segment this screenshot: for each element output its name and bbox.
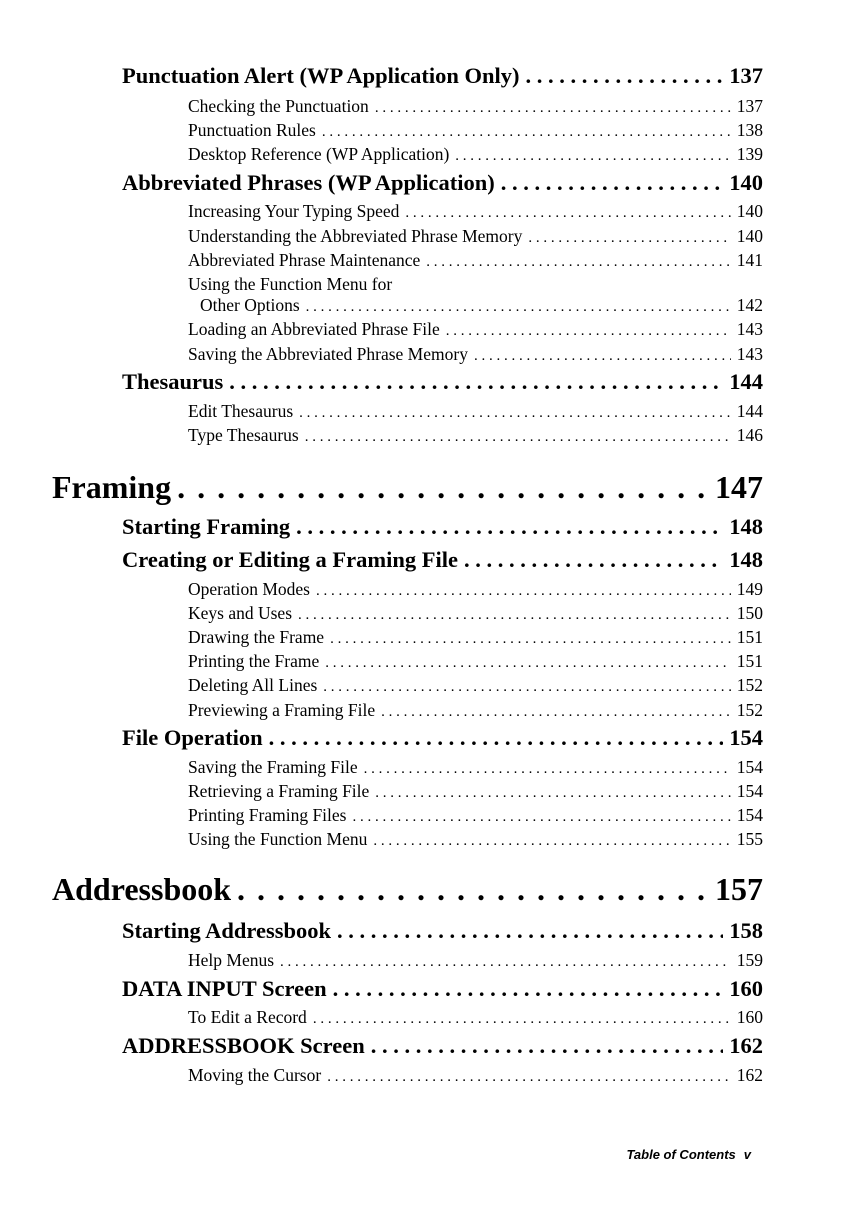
toc-entry-printing-frame <box>188 651 763 672</box>
toc-entry-title: Starting Addressbook <box>122 918 332 943</box>
toc-entry-retrieving-framing <box>188 781 763 802</box>
dot-leader <box>446 319 731 340</box>
toc-entry-title: Keys and Uses <box>188 603 293 623</box>
toc-entry-drawing-frame <box>188 627 763 648</box>
toc-entry-title: To Edit a Record <box>188 1007 307 1027</box>
toc-entry-help-menus <box>188 950 763 971</box>
toc-entry-edit-thesaurus <box>188 401 763 422</box>
toc-entry-page: 137 <box>736 96 763 116</box>
toc-entry-title: Moving the Cursor <box>188 1065 322 1085</box>
toc-entry-page: 159 <box>736 950 763 970</box>
dot-leader <box>229 369 723 395</box>
toc-entry-title: Punctuation Alert (WP Application Only) <box>122 63 520 88</box>
dot-leader <box>327 1065 731 1086</box>
dot-leader <box>364 757 731 778</box>
dot-leader <box>298 603 731 624</box>
toc-entry-title: Retrieving a Framing File <box>188 781 370 801</box>
dot-leader <box>373 829 730 850</box>
toc-entry-data-input-screen <box>122 976 763 1002</box>
toc-entry-operation-modes <box>188 579 763 600</box>
toc-entry-edit-record <box>188 1007 763 1028</box>
toc-entry-page: 149 <box>736 579 763 599</box>
toc-entry-checking-punctuation <box>188 96 763 117</box>
dot-leader <box>306 295 731 316</box>
toc-entry-title: Deleting All Lines <box>188 675 318 695</box>
toc-entry-desktop-reference <box>188 144 763 165</box>
dot-leader <box>322 120 731 141</box>
toc-entry-title: Creating or Editing a Framing File <box>122 547 459 572</box>
toc-entry-title: Using the Function Menu <box>188 829 368 849</box>
toc-entry-function-menu-line: Using the Function Menu for <box>188 274 393 294</box>
toc-entry-page: 154 <box>736 757 763 777</box>
toc-entry-function-menu-options <box>200 295 763 316</box>
toc-entry-punctuation-alert <box>122 63 763 89</box>
toc-entry-page: 157 <box>715 871 763 907</box>
dot-leader <box>474 344 731 365</box>
toc-entry-page: 143 <box>736 319 763 339</box>
dot-leader <box>313 1007 731 1028</box>
toc-entry-title: Checking the Punctuation <box>188 96 369 116</box>
toc-entry-title: Saving the Abbreviated Phrase Memory <box>188 344 468 364</box>
toc-entry-title: Printing Framing Files <box>188 805 347 825</box>
toc-entry-title: Increasing Your Typing Speed <box>188 201 400 221</box>
dot-leader <box>528 226 730 247</box>
toc-chapter-addressbook <box>52 871 763 908</box>
toc-entry-file-operation <box>122 725 763 751</box>
dot-leader <box>455 144 730 165</box>
dot-leader <box>237 871 709 908</box>
toc-chapter-framing <box>52 469 763 506</box>
toc-entry-page: 154 <box>736 781 763 801</box>
toc-entry-using-function-menu <box>188 829 763 850</box>
toc-entry-page: 158 <box>729 918 763 943</box>
toc-entry-title: Loading an Abbreviated Phrase File <box>188 319 440 339</box>
toc-entry-title: Printing the Frame <box>188 651 320 671</box>
toc-entry-page: 143 <box>736 344 763 364</box>
toc-entry-page: 146 <box>736 425 763 445</box>
toc-entry-printing-framing-files <box>188 805 763 826</box>
dot-leader <box>299 401 731 422</box>
toc-entry-title: Drawing the Frame <box>188 627 325 647</box>
dot-leader <box>296 514 723 540</box>
toc-entry-creating-framing-file <box>122 547 763 573</box>
dot-leader <box>177 469 709 506</box>
toc-entry-title: Abbreviated Phrases (WP Application) <box>122 170 495 195</box>
dot-leader <box>375 781 730 802</box>
toc-entry-punctuation-rules <box>188 120 763 141</box>
toc-entry-title: Help Menus <box>188 950 275 970</box>
toc-entry-starting-framing <box>122 514 763 540</box>
dot-leader <box>405 201 730 222</box>
toc-entry-title: ADDRESSBOOK Screen <box>122 1033 365 1058</box>
dot-leader <box>280 950 731 971</box>
toc-entry-page: 154 <box>729 725 763 750</box>
toc-entry-page: 140 <box>729 170 763 195</box>
toc-entry-page: 160 <box>729 976 763 1001</box>
dot-leader <box>325 651 731 672</box>
page-footer <box>626 1147 751 1162</box>
dot-leader <box>371 1033 724 1059</box>
dot-leader <box>305 425 731 446</box>
dot-leader <box>381 700 731 721</box>
toc-entry-keys-and-uses <box>188 603 763 624</box>
toc-entry-title: Framing <box>52 469 172 505</box>
toc-entry-title: Operation Modes <box>188 579 310 599</box>
toc-entry-page: 137 <box>729 63 763 88</box>
toc-entry-loading-phrase-file <box>188 319 763 340</box>
toc-entry-deleting-lines <box>188 675 763 696</box>
dot-leader <box>352 805 730 826</box>
toc-entry-title: Saving the Framing File <box>188 757 358 777</box>
toc-entry-page: 140 <box>736 226 763 246</box>
toc-entry-page: 144 <box>736 401 763 421</box>
toc-entry-page: 148 <box>729 547 763 572</box>
footer-page-number: v <box>743 1147 751 1162</box>
toc-entry-page: 142 <box>736 295 763 315</box>
toc-entry-page: 147 <box>715 469 763 505</box>
toc-entry-phrase-maintenance <box>188 250 763 271</box>
toc-entry-title: Addressbook <box>52 871 232 907</box>
dot-leader <box>269 725 724 751</box>
toc-entry-saving-phrase-memory <box>188 344 763 365</box>
toc-entry-page: 162 <box>736 1065 763 1085</box>
toc-entry-page: 140 <box>736 201 763 221</box>
dot-leader <box>323 675 730 696</box>
toc-entry-page: 160 <box>736 1007 763 1027</box>
footer-label: Table of Contents <box>626 1147 736 1162</box>
dot-leader <box>330 627 731 648</box>
toc-entry-title: Previewing a Framing File <box>188 700 376 720</box>
toc-entry-page: 148 <box>729 514 763 539</box>
toc-entry-addressbook-screen <box>122 1033 763 1059</box>
toc-entry-title: Starting Framing <box>122 514 291 539</box>
dot-leader <box>333 976 724 1002</box>
toc-entry-page: 154 <box>736 805 763 825</box>
toc-entry-title: Abbreviated Phrase Maintenance <box>188 250 421 270</box>
dot-leader <box>375 96 731 117</box>
dot-leader <box>316 579 731 600</box>
toc-entry-title: Thesaurus <box>122 369 224 394</box>
dot-leader <box>501 170 724 196</box>
toc-entry-page: 138 <box>736 120 763 140</box>
toc-entry-starting-addressbook <box>122 918 763 944</box>
toc-entry-moving-cursor <box>188 1065 763 1086</box>
toc-entry-page: 151 <box>736 627 763 647</box>
toc-entry-title: Edit Thesaurus <box>188 401 294 421</box>
toc-entry-page: 152 <box>736 700 763 720</box>
toc-entry-page: 139 <box>736 144 763 164</box>
toc-entry-page: 150 <box>736 603 763 623</box>
toc-entry-page: 155 <box>736 829 763 849</box>
toc-entry-saving-framing <box>188 757 763 778</box>
toc-entry-page: 162 <box>729 1033 763 1058</box>
toc-entry-abbreviated-phrases <box>122 170 763 196</box>
toc-entry-title: Other Options <box>200 295 300 315</box>
dot-leader <box>464 547 723 573</box>
toc-entry-understanding-memory <box>188 226 763 247</box>
toc-entry-type-thesaurus <box>188 425 763 446</box>
toc-entry-title: Desktop Reference (WP Application) <box>188 144 450 164</box>
toc-entry-title: Understanding the Abbreviated Phrase Memory <box>188 226 523 246</box>
dot-leader <box>526 63 724 89</box>
toc-entry-page: 144 <box>729 369 763 394</box>
dot-leader <box>426 250 730 271</box>
toc-entry-page: 152 <box>736 675 763 695</box>
toc-entry-title: Type Thesaurus <box>188 425 299 445</box>
toc-entry-thesaurus <box>122 369 763 395</box>
dot-leader <box>337 918 723 944</box>
toc-entry-page: 151 <box>736 651 763 671</box>
toc-entry-page: 141 <box>736 250 763 270</box>
toc-entry-previewing-framing <box>188 700 763 721</box>
toc-entry-title: Punctuation Rules <box>188 120 316 140</box>
toc-entry-increasing-speed <box>188 201 763 222</box>
toc-entry-title: File Operation <box>122 725 263 750</box>
toc-entry-title: DATA INPUT Screen <box>122 976 327 1001</box>
